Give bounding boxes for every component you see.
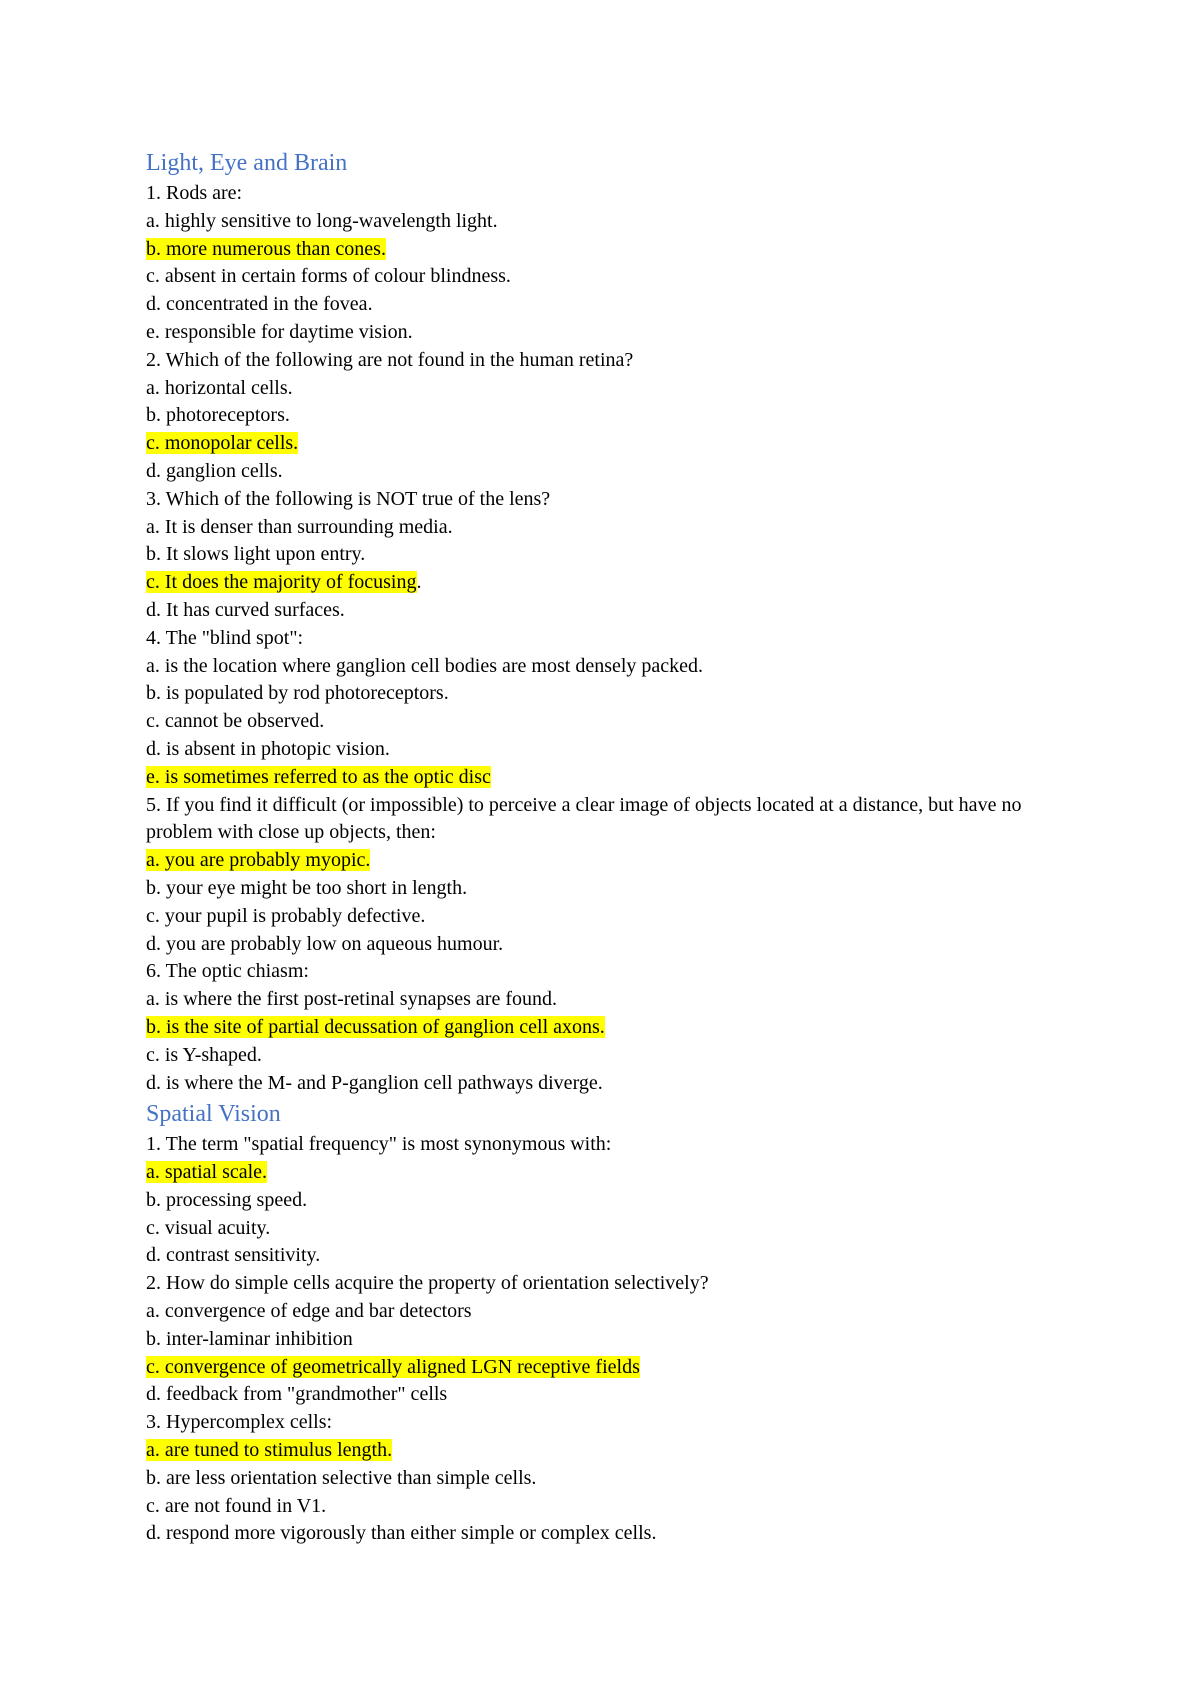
answer-option	[146, 458, 1066, 486]
line-text: b. inter-laminar inhibition	[146, 1327, 353, 1350]
answer-option	[146, 708, 1066, 736]
answer-option	[146, 208, 1066, 236]
question-text	[146, 792, 1066, 848]
line-text: a. highly sensitive to long-wavelength light.	[146, 209, 498, 232]
line-text: c. are not found in V1.	[146, 1494, 327, 1517]
answer-option	[146, 1298, 1066, 1326]
question-text	[146, 1409, 1066, 1437]
answer-option-highlighted	[146, 430, 1066, 458]
line-text: c. cannot be observed.	[146, 710, 325, 733]
question-text	[146, 625, 1066, 653]
document-body	[146, 146, 1066, 1548]
answer-option-highlighted	[146, 764, 1066, 792]
answer-option	[146, 1493, 1066, 1521]
line-text: d. respond more vigorously than either simple or complex cells.	[146, 1522, 657, 1545]
line-text: 5. If you find it difficult (or impossible) to perceive a clear image of objects located at a distance, but have no problem with close up objects, then:	[146, 793, 1022, 844]
answer-option	[146, 680, 1066, 708]
section-heading: Spatial Vision	[146, 1101, 281, 1128]
answer-option	[146, 1520, 1066, 1548]
line-text: 2. How do simple cells acquire the property of orientation selectively?	[146, 1272, 709, 1295]
line-text: c. is Y-shaped.	[146, 1043, 262, 1066]
answer-option-highlighted	[146, 236, 1066, 264]
question-text	[146, 486, 1066, 514]
answer-option	[146, 1042, 1066, 1070]
answer-option	[146, 291, 1066, 319]
answer-option-highlighted	[146, 1159, 1066, 1187]
highlighted-answer-text: a. are tuned to stimulus length.	[146, 1439, 393, 1462]
line-text: 1. Rods are:	[146, 182, 243, 204]
highlighted-answer-text: b. is the site of partial decussation of ganglion cell axons.	[146, 1015, 605, 1038]
line-text: d. concentrated in the fovea.	[146, 293, 373, 316]
line-text: b. are less orientation selective than simple cells.	[146, 1466, 537, 1489]
line-text: a. is where the first post-retinal synapses are found.	[146, 988, 557, 1011]
line-text: 1. The term "spatial frequency" is most synonymous with:	[146, 1133, 612, 1156]
line-text: 3. Which of the following is NOT true of the lens?	[146, 487, 551, 510]
highlighted-answer-text: c. It does the majority of focusing	[146, 571, 417, 594]
answer-option	[146, 375, 1066, 403]
answer-option	[146, 653, 1066, 681]
highlighted-answer-text: c. convergence of geometrically aligned LGN receptive fields	[146, 1355, 640, 1378]
highlighted-answer-text: e. is sometimes referred to as the optic disc	[146, 765, 491, 788]
answer-option	[146, 875, 1066, 903]
answer-option	[146, 597, 1066, 625]
line-text: 3. Hypercomplex cells:	[146, 1411, 333, 1434]
answer-option	[146, 263, 1066, 291]
answer-option	[146, 903, 1066, 931]
line-text: b. photoreceptors.	[146, 404, 290, 427]
line-text: b. It slows light upon entry.	[146, 543, 366, 566]
answer-option	[146, 541, 1066, 569]
answer-option	[146, 1465, 1066, 1493]
line-text: d. It has curved surfaces.	[146, 598, 345, 621]
answer-option	[146, 1326, 1066, 1354]
answer-option	[146, 514, 1066, 542]
answer-option	[146, 931, 1066, 959]
question-text	[146, 1131, 1066, 1159]
answer-option-highlighted	[146, 847, 1066, 875]
line-text: c. visual acuity.	[146, 1216, 271, 1239]
document-page	[146, 146, 1066, 1548]
question-text	[146, 1270, 1066, 1298]
answer-option	[146, 1242, 1066, 1270]
answer-option	[146, 986, 1066, 1014]
line-text: b. processing speed.	[146, 1188, 308, 1211]
answer-option	[146, 1187, 1066, 1215]
question-text	[146, 958, 1066, 986]
answer-option	[146, 1070, 1066, 1098]
answer-option	[146, 1215, 1066, 1243]
line-text: 6. The optic chiasm:	[146, 960, 309, 983]
line-text: d. is where the M- and P-ganglion cell pathways diverge.	[146, 1071, 603, 1094]
line-text: b. your eye might be too short in length.	[146, 876, 468, 899]
line-text: c. absent in certain forms of colour blindness.	[146, 265, 511, 288]
highlighted-answer-text: a. you are probably myopic.	[146, 849, 371, 872]
line-text: a. It is denser than surrounding media.	[146, 515, 453, 538]
line-text: a. is the location where ganglion cell bodies are most densely packed.	[146, 654, 704, 677]
answer-option-highlighted	[146, 1437, 1066, 1465]
line-text: 4. The "blind spot":	[146, 626, 304, 649]
question-text	[146, 180, 1066, 208]
line-text: b. is populated by rod photoreceptors.	[146, 682, 449, 705]
line-text: d. you are probably low on aqueous humour.	[146, 932, 504, 955]
line-suffix: .	[416, 571, 422, 594]
line-text: 2. Which of the following are not found in the human retina?	[146, 348, 634, 371]
line-text: d. is absent in photopic vision.	[146, 737, 390, 760]
highlighted-answer-text: c. monopolar cells.	[146, 432, 299, 455]
answer-option	[146, 1381, 1066, 1409]
line-text: c. your pupil is probably defective.	[146, 904, 426, 927]
line-text: d. feedback from "grandmother" cells	[146, 1383, 448, 1406]
line-text: d. ganglion cells.	[146, 459, 283, 482]
line-text: e. responsible for daytime vision.	[146, 320, 413, 343]
line-text: d. contrast sensitivity.	[146, 1244, 321, 1267]
answer-option	[146, 736, 1066, 764]
line-text: a. convergence of edge and bar detectors	[146, 1300, 472, 1323]
line-text: a. horizontal cells.	[146, 376, 293, 399]
answer-option	[146, 402, 1066, 430]
answer-option-highlighted	[146, 1014, 1066, 1042]
answer-option-highlighted	[146, 569, 1066, 597]
highlighted-answer-text: a. spatial scale.	[146, 1161, 268, 1184]
answer-option-highlighted	[146, 1354, 1066, 1382]
answer-option	[146, 319, 1066, 347]
section-heading: Light, Eye and Brain	[146, 150, 348, 176]
question-text	[146, 347, 1066, 375]
highlighted-answer-text: b. more numerous than cones.	[146, 237, 386, 260]
